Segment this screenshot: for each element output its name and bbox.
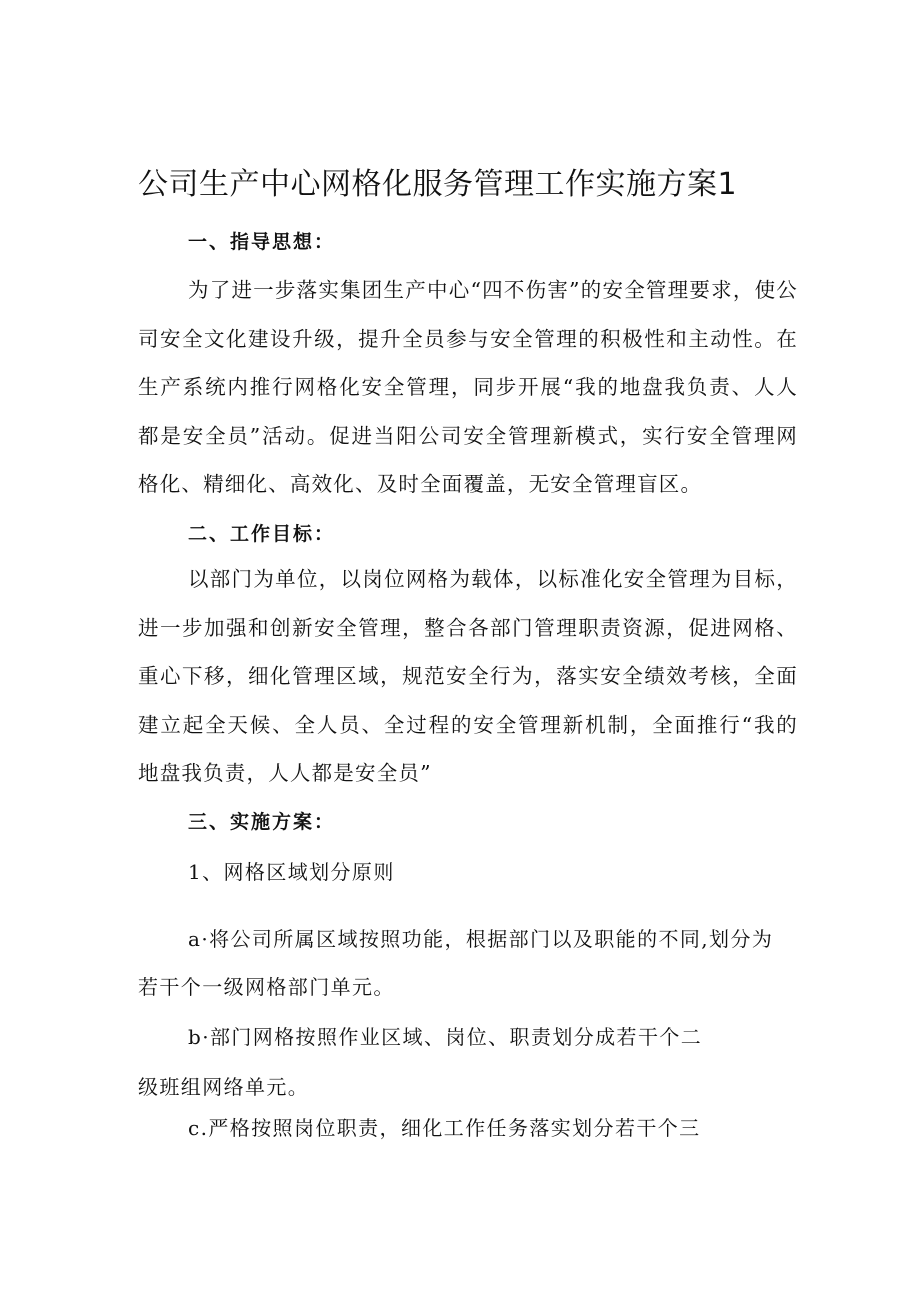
- section-heading-guiding-ideology: 一、指导思想：: [188, 231, 336, 253]
- section-paragraph-guiding-ideology: 为了进一步落实集团生产中心“四不伤害”的安全管理要求，使公司安全文化建设升级，提升全员参与安全管理的积极性和主动性。在生产系统内推行网格化安全管理，同步开展“我的地盘我负责、人人都是安全员”活动。促进当阳公司安全管理新模式，实行安全管理网格化、精细化、高效化、及时全面覆盖，无安全管理盲区。: [138, 278, 798, 496]
- section-heading-work-goals: 二、工作目标：: [188, 523, 336, 545]
- section-heading-implementation-plan: 三、实施方案：: [188, 811, 336, 833]
- list-item-b-line2: 级班组网络单元。: [138, 1075, 310, 1099]
- document-title: 公司生产中心网格化服务管理工作实施方案1: [138, 167, 738, 202]
- list-item-c-line1: c.严格按照岗位职责，细化工作任务落实划分若干个三: [188, 1116, 701, 1140]
- list-item-b-line1: b·部门网格按照作业区域、岗位、职责划分成若干个二: [188, 1025, 703, 1049]
- list-item-a-line1: a·将公司所属区域按照功能，根据部门以及职能的不同,划分为: [188, 927, 774, 951]
- list-item-grid-division-principle: 1、网格区域划分原则: [188, 860, 395, 884]
- list-item-a-line2: 若干个一级网格部门单元。: [138, 975, 395, 999]
- section-paragraph-work-goals: 以部门为单位，以岗位网格为载体，以标准化安全管理为目标，进一步加强和创新安全管理，整合各部门管理职责资源，促进网格、重心下移，细化管理区域，规范安全行为，落实安全绩效考核，全面建立起全天候、全人员、全过程的安全管理新机制，全面推行“我的地盘我负责，人人都是安全员”: [138, 567, 798, 785]
